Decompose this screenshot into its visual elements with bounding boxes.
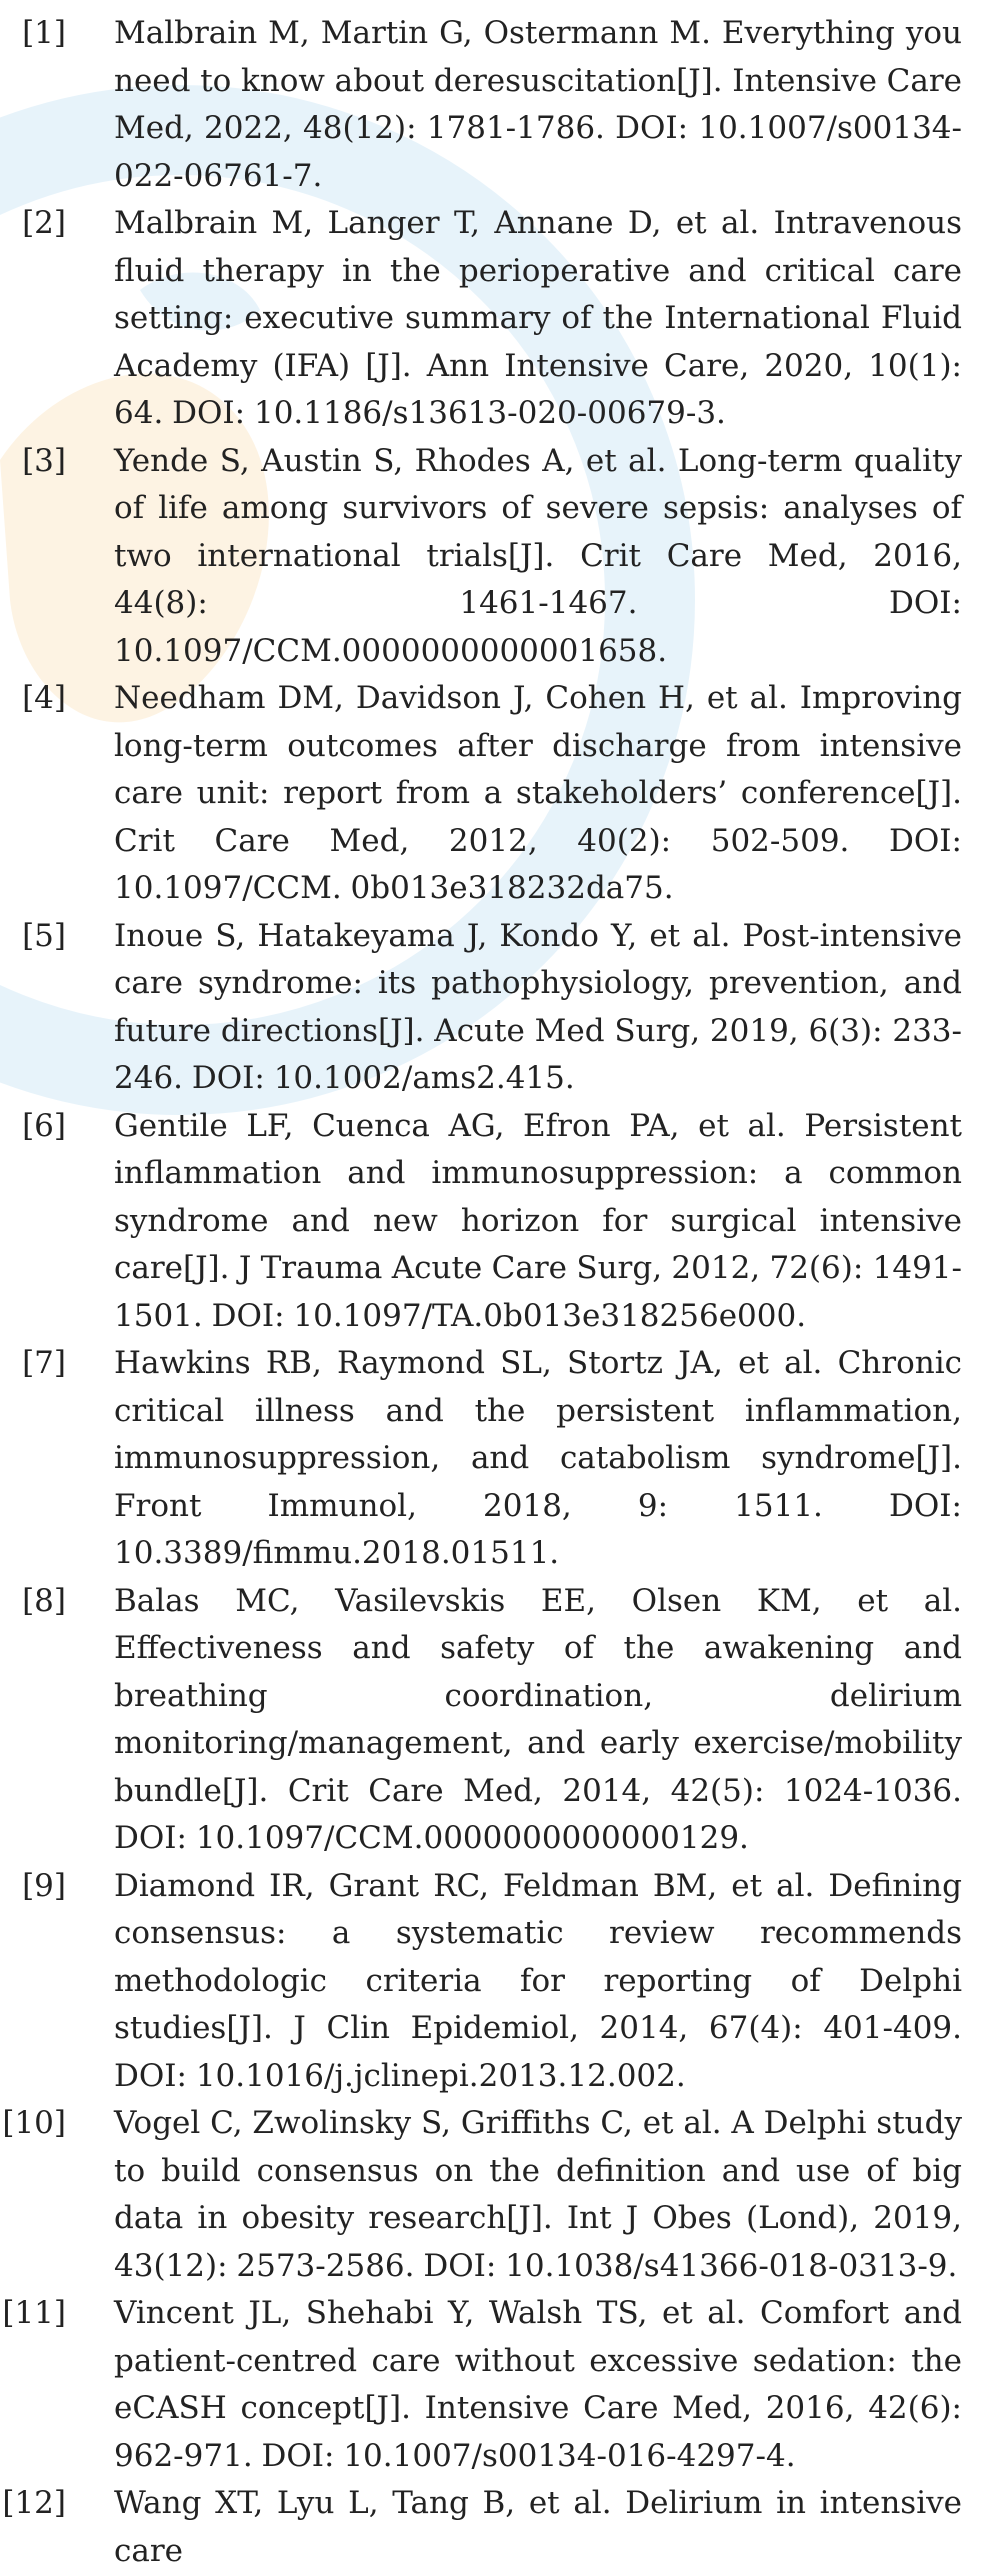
reference-item [0, 2480, 1001, 2575]
reference-number: [6] [22, 1107, 66, 1144]
reference-text: Vogel C, Zwolinsky S, Griffiths C, et al. A Delphi study to build consensus on the definition and use of big data in obesity research[J]. Int J Obes (Lond), 2019, 43(12): 2573-2586. DOI: 10.1038/s41366-018-0313-9. [114, 2105, 962, 2284]
reference-text: Malbrain M, Martin G, Ostermann M. Everything you need to know about deresuscitation[J]. Intensive Care Med, 2022, 48(12): 1781-1786. DOI: 10.1007/s00134-022-06761-7. [114, 15, 962, 194]
reference-item [0, 1863, 1001, 2101]
reference-item [0, 675, 1001, 913]
reference-item [0, 1340, 1001, 1578]
reference-number: [1] [22, 15, 66, 51]
reference-number: [9] [22, 1867, 66, 1904]
reference-number: [11] [2, 2295, 66, 2331]
reference-number: [2] [22, 205, 66, 241]
reference-text: Gentile LF, Cuenca AG, Efron PA, et al. Persistent inflammation and immunosuppression: a common syndrome and new horizon for surgical intensive care[J]. J Trauma Acute Care Surg, 2012, 72(6): 1491-1501. DOI: 10.1097/TA.0b013e318256e000. [114, 1107, 962, 1334]
reference-item [0, 913, 1001, 1103]
reference-number: [4] [22, 680, 66, 716]
reference-number: [3] [22, 442, 66, 479]
reference-text: Wang XT, Lyu L, Tang B, et al. Delirium in intensive care [114, 2485, 962, 2569]
reference-text: Balas MC, Vasilevskis EE, Olsen KM, et al. Effectiveness and safety of the awakening and breathing coordination, delirium monitoring/management, and early exercise/mobility bundle[J]. Crit Care Med, 2014, 42(5): 1024-1036. DOI: 10.1097/CCM.0000000000000129. [114, 1582, 962, 1856]
reference-text: Diamond IR, Grant RC, Feldman BM, et al. Defining consensus: a systematic review recommends methodologic criteria for reporting of Delphi studies[J]. J Clin Epidemiol, 2014, 67(4): 401-409. DOI: 10.1016/j.jclinepi.2013.12.002. [114, 1867, 962, 2094]
reference-text: Hawkins RB, Raymond SL, Stortz JA, et al. Chronic critical illness and the persistent inflammation, immunosuppression, and catabolism syndrome[J]. Front Immunol, 2018, 9: 1511. DOI: 10.3389/fimmu.2018.01511. [114, 1345, 962, 1571]
reference-item [0, 10, 1001, 200]
reference-number: [12] [2, 2485, 66, 2521]
reference-text: Inoue S, Hatakeyama J, Kondo Y, et al. Post-intensive care syndrome: its pathophysiology, prevention, and future directions[J]. Acute Med Surg, 2019, 6(3): 233-246. DOI: 10.1002/ams2.415. [114, 917, 962, 1096]
reference-number: [7] [22, 1345, 66, 1381]
reference-item [0, 1103, 1001, 1341]
reference-text: Yende S, Austin S, Rhodes A, et al. Long-term quality of life among survivors of severe sepsis: analyses of two international trials[J]. Crit Care Med, 2016, 44(8): 1461-1467. DOI: 10.1097/CCM.0000000000001658. [114, 442, 962, 669]
reference-item [0, 2100, 1001, 2290]
reference-text: Needham DM, Davidson J, Cohen H, et al. Improving long-term outcomes after discharge from intensive care unit: report from a stakeholders’ conference[J]. Crit Care Med, 2012, 40(2): 502-509. DOI: 10.1097/CCM. 0b013e318232da75. [114, 680, 962, 906]
reference-text: Vincent JL, Shehabi Y, Walsh TS, et al. Comfort and patient-centred care without excessive sedation: the eCASH concept[J]. Intensive Care Med, 2016, 42(6): 962-971. DOI: 10.1007/s00134-016-4297-4. [114, 2295, 962, 2474]
reference-number: [10] [2, 2105, 66, 2141]
reference-item [0, 438, 1001, 676]
reference-item [0, 200, 1001, 438]
reference-number: [8] [22, 1582, 66, 1619]
reference-list [0, 10, 1001, 2575]
reference-item [0, 1578, 1001, 1863]
reference-number: [5] [22, 917, 66, 954]
reference-text: Malbrain M, Langer T, Annane D, et al. Intravenous fluid therapy in the perioperative and critical care setting: executive summary of the International Fluid Academy (IFA) [J]. Ann Intensive Care, 2020, 10(1): 64. DOI: 10.1186/s13613-020-00679-3. [114, 205, 962, 431]
reference-item [0, 2290, 1001, 2480]
